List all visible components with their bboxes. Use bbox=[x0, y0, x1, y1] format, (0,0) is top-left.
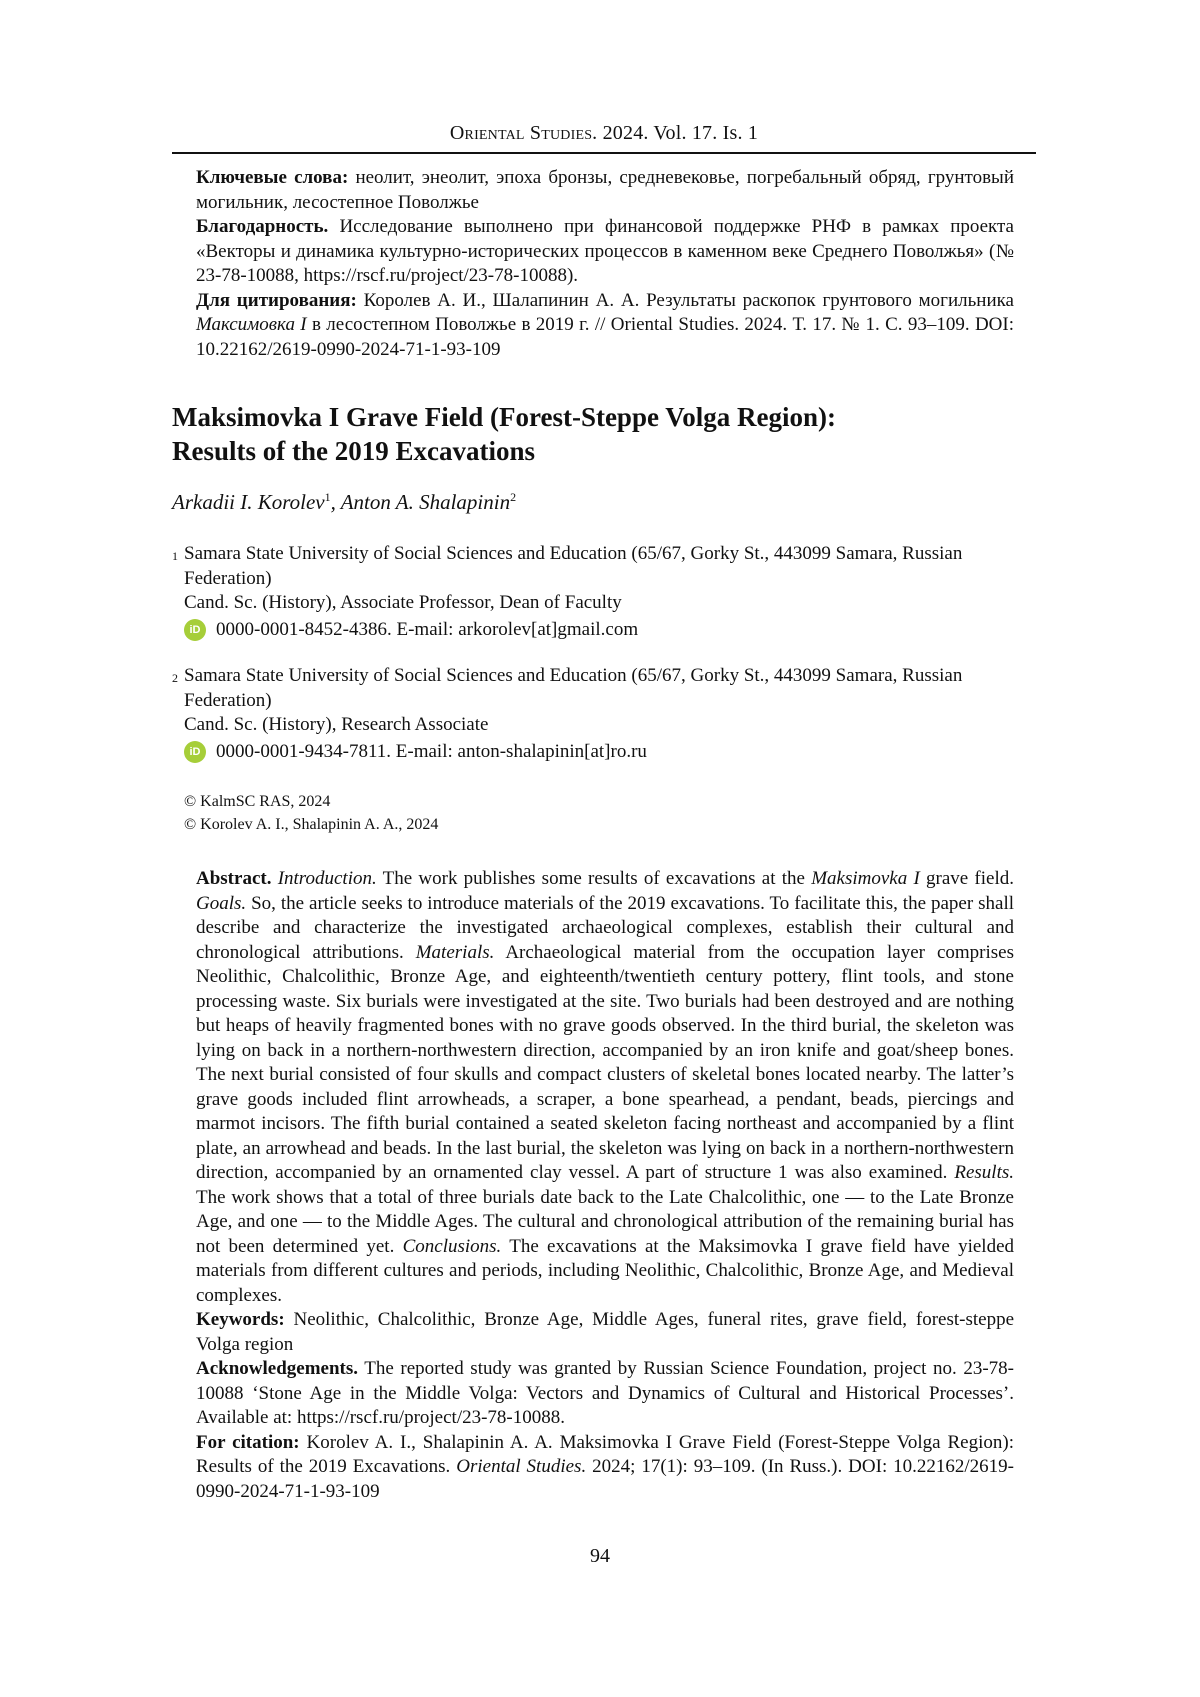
affiliation-organization: Samara State University of Social Sciences and Education (65/67, Gorky St., 443099 Samara, Russian Federation) bbox=[184, 665, 963, 711]
abstract-block bbox=[196, 867, 1014, 1504]
article-title-line-1: Maksimovka I Grave Field (Forest-Steppe Volga Region): bbox=[172, 402, 836, 432]
affiliation-position: Cand. Sc. (History), Research Associate bbox=[184, 714, 489, 735]
orcid-and-email: 0000-0001-8452-4386. E-mail: arkorolev[at]gmail.com bbox=[216, 618, 639, 640]
orcid-and-email: 0000-0001-9434-7811. E-mail: anton-shalapinin[at]ro.ru bbox=[216, 740, 647, 762]
header-rule bbox=[172, 152, 1036, 154]
author-affiliation-mark: 1 bbox=[324, 490, 331, 504]
author-affiliation-mark: 2 bbox=[510, 490, 517, 504]
en-ack-text: The reported study was granted by Russian Science Foundation, project no. 23-78-10088 ‘Stone Age in the Middle Volga: Vectors and Dynamics of Cultural and Historical Processes’. Available at: https://rscf.ru/project/23-78-10088. bbox=[196, 1358, 1014, 1428]
affiliation-1 bbox=[172, 542, 1036, 642]
article-title-line-2: Results of the 2019 Excavations bbox=[172, 436, 535, 466]
abstract-intro-label: Introduction. bbox=[277, 868, 377, 889]
affiliation-organization: Samara State University of Social Sciences and Education (65/67, Gorky St., 443099 Samara, Russian Federation) bbox=[184, 543, 963, 589]
running-header-journal: Oriental Studies. bbox=[449, 122, 598, 144]
author-list bbox=[172, 490, 516, 515]
russian-metadata bbox=[196, 166, 1014, 362]
copyright-line: © Korolev A. I., Shalapinin A. A., 2024 bbox=[184, 816, 439, 833]
affiliation-position: Cand. Sc. (History), Associate Professor, Dean of Faculty bbox=[184, 592, 622, 613]
abstract-label: Abstract. bbox=[196, 868, 272, 889]
abstract-intro-text: The work publishes some results of excavations at the bbox=[382, 868, 805, 889]
orcid-icon[interactable]: iD bbox=[184, 619, 206, 641]
affiliation-number: 2 bbox=[172, 671, 178, 685]
affiliation-number: 1 bbox=[172, 549, 178, 563]
author-separator: , bbox=[330, 490, 341, 514]
copyright-line: © KalmSC RAS, 2024 bbox=[184, 793, 331, 810]
abstract-results-label: Results. bbox=[954, 1162, 1014, 1183]
en-citation-label: For citation: bbox=[196, 1431, 300, 1453]
ru-citation bbox=[196, 289, 1014, 363]
en-citation-post: 2024; 17(1): 93–109. (In Russ.). DOI: 10.22162/2619-0990-2024-71-1-93-109 bbox=[196, 1456, 1015, 1502]
abstract-conclusions-text: The excavations at the Maksimovka I grave field have yielded materials from different cultures and periods, including Neolithic, Chalcolithic, Bronze Age, and Medieval complexes. bbox=[196, 1235, 1015, 1306]
en-keywords-label: Keywords: bbox=[196, 1309, 285, 1330]
orcid-line bbox=[184, 618, 1036, 643]
running-header bbox=[172, 122, 1036, 145]
ru-keywords bbox=[196, 166, 1014, 215]
abstract-intro-text-end: grave field. bbox=[926, 868, 1015, 889]
abstract-materials-text: Archaeological material from the occupation layer comprises Neolithic, Chalcolithic, Bronze Age, and eighteenth/twentieth century pottery, flint tools, and stone processing waste. Six burials were investigated at the site. Two burials had been destroyed and are nothing but heaps of heavily fragmented bones with no grave goods observed. In the third burial, the skeleton was lying on back in a northern-northwestern direction, accompanied by an iron knife and goat/sheep bones. The next burial consisted of four skulls and compact clusters of skeletal bones located nearby. The latter’s grave goods included flint arrowheads, a scraper, a bone spearhead, a pendant, beads, piercings and marmot incisors. The fifth burial contained a seated skeleton facing northeast and accompanied by a flint plate, an arrowhead and beads. In the last burial, the skeleton was lying on back in a northern-northwestern direction, accompanied by an ornamented clay vessel. A part of structure 1 was also examined. bbox=[196, 941, 1015, 1183]
ru-citation-pre: Королев А. И., Шалапинин А. А. Результаты раскопок грунтового могильника bbox=[363, 289, 1014, 311]
article-title bbox=[172, 400, 1036, 468]
ru-citation-italic: Максимовка I bbox=[196, 314, 307, 335]
ru-citation-post: в лесостепном Поволжье в 2019 г. // Oriental Studies. 2024. Т. 17. № 1. С. 93–109. DOI: 10.22162/2619-0990-2024-71-1-93-109 bbox=[196, 314, 1015, 360]
page-number: 94 bbox=[590, 1545, 610, 1567]
abstract-results-text: The work shows that a total of three burials date back to the Late Chalcolithic, one — to the Late Bronze Age, and one — to the Middle Ages. The cultural and chronological attribution of the remaining burial has not been determined yet. bbox=[196, 1186, 1014, 1257]
running-header-issue: 2024. Vol. 17. Is. 1 bbox=[602, 122, 759, 144]
orcid-line bbox=[184, 740, 1036, 765]
en-keywords bbox=[196, 1308, 1014, 1357]
ru-keywords-text: неолит, энеолит, эпоха бронзы, средневековье, погребальный обряд, грунтовый могильник, лесостепное Поволжье bbox=[196, 167, 1014, 213]
ru-citation-label: Для цитирования: bbox=[196, 289, 357, 311]
en-acknowledgements bbox=[196, 1357, 1014, 1431]
abstract-goals-label: Goals. bbox=[196, 892, 247, 914]
abstract-conclusions-label: Conclusions. bbox=[402, 1235, 502, 1257]
abstract-paragraph bbox=[196, 867, 1014, 1308]
en-citation-pre: Korolev A. I., Shalapinin A. A. Maksimovka I Grave Field (Forest-Steppe Volga Region): Results of the 2019 Excavations. bbox=[196, 1431, 1014, 1477]
orcid-icon[interactable]: iD bbox=[184, 741, 206, 763]
author-name: Arkadii I. Korolev bbox=[172, 490, 325, 514]
ru-acknowledgement bbox=[196, 215, 1014, 289]
ru-ack-label: Благодарность. bbox=[196, 216, 329, 237]
en-citation bbox=[196, 1431, 1014, 1505]
ru-ack-text: Исследование выполнено при финансовой поддержке РНФ в рамках проекта «Векторы и динамика культурно-исторических процессов в каменном веке Среднего Поволжья» (№ 23-78-10088, https://rscf.ru/project/23-78-10088). bbox=[196, 216, 1014, 286]
en-ack-label: Acknowledgements. bbox=[196, 1358, 359, 1379]
author-name: Anton A. Shalapinin bbox=[340, 490, 511, 514]
en-keywords-text: Neolithic, Chalcolithic, Bronze Age, Middle Ages, funeral rites, grave field, forest-steppe Volga region bbox=[196, 1309, 1014, 1355]
ru-keywords-label: Ключевые слова: bbox=[196, 167, 349, 188]
affiliation-2 bbox=[172, 664, 1036, 764]
en-citation-italic: Oriental Studies. bbox=[456, 1456, 587, 1477]
abstract-goals-text: So, the article seeks to introduce materials of the 2019 excavations. To facilitate this, the paper shall describe and characterize the investigated archaeological complexes, establish their cultural and chronological attributions. bbox=[196, 892, 1014, 963]
abstract-intro-italic: Maksimovka I bbox=[811, 868, 920, 889]
copyright-block bbox=[184, 790, 438, 836]
abstract-materials-label: Materials. bbox=[415, 941, 495, 963]
